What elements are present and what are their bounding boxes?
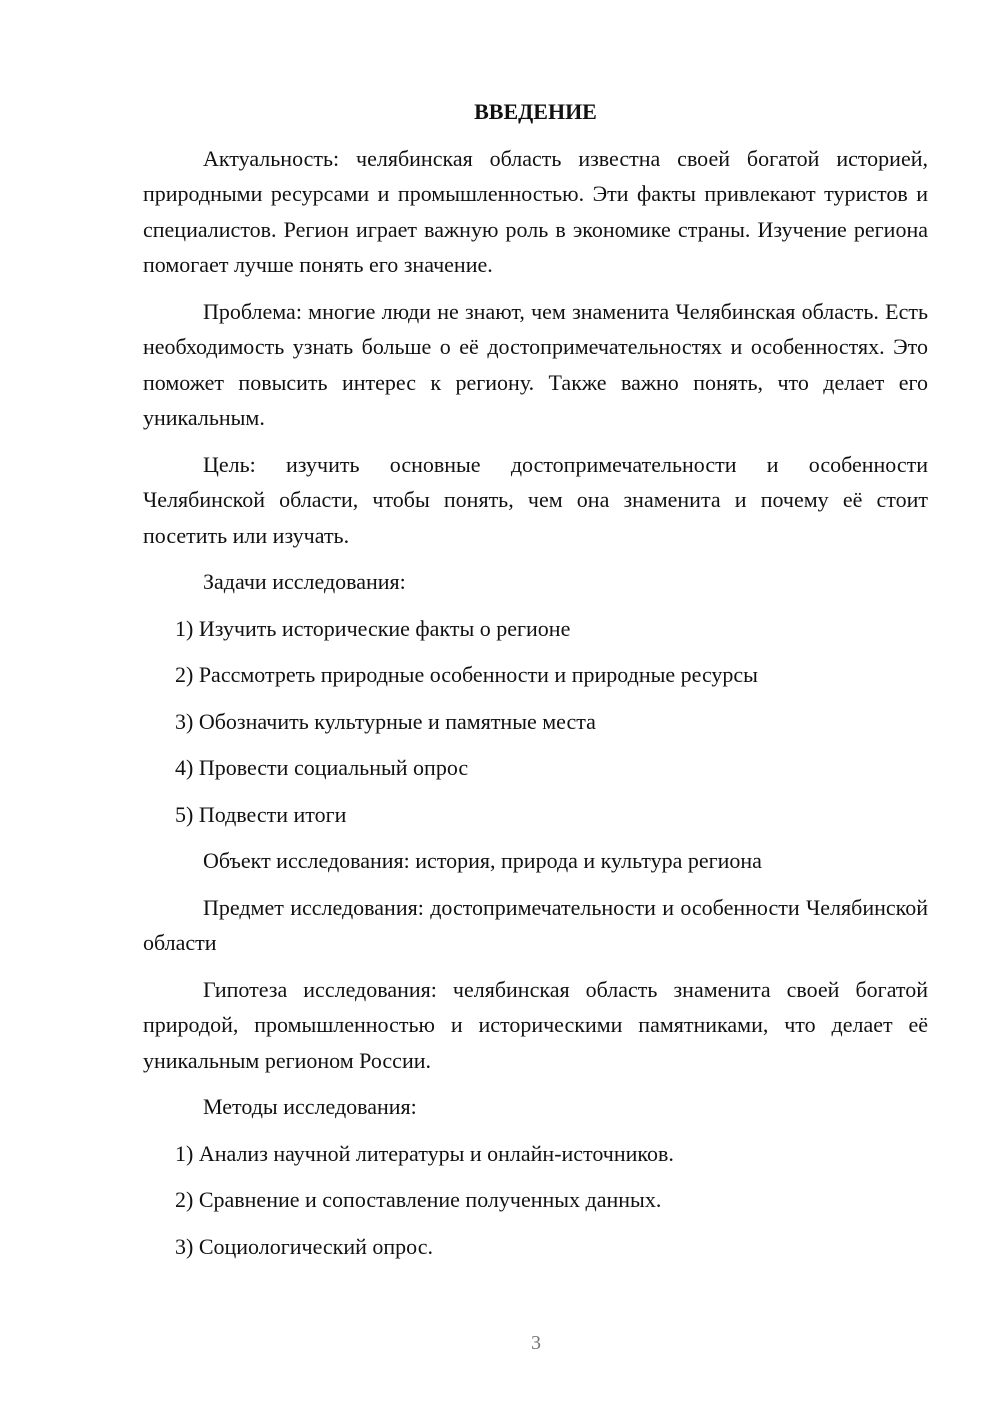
task-item: 1) Изучить исторические факты о регионе [175,615,571,641]
tasks-heading: Задачи исследования: [203,569,406,594]
subject-paragraph: Предмет исследования: достопримечательности и особенности Челябинской области [143,894,928,955]
goal-paragraph: Цель: изучить основные достопримечательности и особенности Челябинской области, чтобы понять, чем она знаменита и почему её стоит посетить или изучать. [143,451,928,548]
task-item: 2) Рассмотреть природные особенности и природные ресурсы [175,662,758,687]
page-number: 3 [531,1332,541,1354]
method-item: 1) Анализ научной литературы и онлайн-источников. [175,1140,674,1166]
method-item: 2) Сравнение и сопоставление полученных данных. [175,1187,662,1212]
problem-paragraph: Проблема: многие люди не знают, чем знаменита Челябинская область. Есть необходимость узнать больше о её достопримечательностях и особенностях. Это поможет повысить интерес к региону. Также важно понять, что делает его уникальным. [143,298,928,430]
task-item: 4) Провести социальный опрос [175,755,469,780]
relevance-paragraph: Актуальность: челябинская область известна своей богатой историей, природными ресурсами и промышленностью. Эти факты привлекают туристов и специалистов. Регион играет важную роль в экономике страны. Изучение региона помогает лучше понять его значение. [143,145,928,277]
object-paragraph: Объект исследования: история, природа и культура региона [203,848,762,873]
methods-heading: Методы исследования: [203,1094,417,1119]
method-item: 3) Социологический опрос. [175,1233,433,1259]
section-title: ВВЕДЕНИЕ [474,99,597,124]
task-item: 3) Обозначить культурные и памятные места [175,708,596,734]
task-item: 5) Подвести итоги [175,801,347,827]
hypothesis-paragraph: Гипотеза исследования: челябинская область знаменита своей богатой природой, промышленностью и историческими памятниками, что делает её уникальным регионом России. [143,976,928,1073]
document-page [143,94,928,1275]
